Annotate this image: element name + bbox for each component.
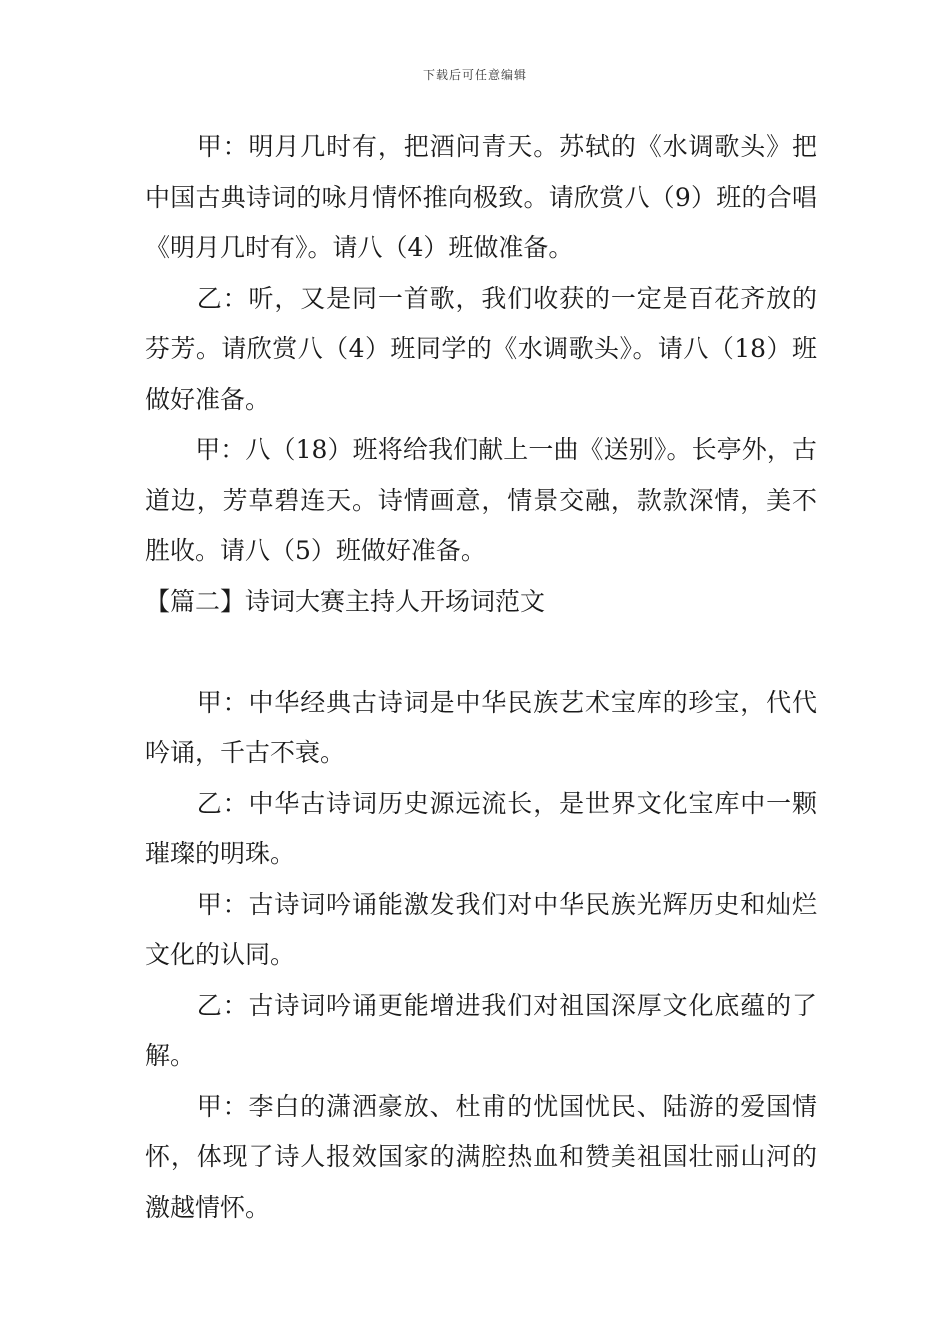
- paragraph: 甲：古诗词吟诵能激发我们对中华民族光辉历史和灿烂文化的认同。: [145, 889, 817, 969]
- paragraph: 甲：八（18）班将给我们献上一曲《送别》。长亭外，古道边，芳草碧连天。诗情画意，情景交融，款款深情，美不胜收。请八（5）班做好准备。: [145, 435, 817, 565]
- paragraph: 乙：中华古诗词历史源远流长，是世界文化宝库中一颗璀璨的明珠。: [145, 788, 817, 868]
- page-header: 下载后可任意编辑: [422, 68, 527, 82]
- paragraph: 甲：明月几时有，把酒问青天。苏轼的《水调歌头》把中国古典诗词的咏月情怀推向极致。请欣赏八（9）班的合唱《明月几时有》。请八（4）班做准备。: [145, 132, 817, 262]
- document-body: [145, 122, 817, 1233]
- paragraph: 乙：听，又是同一首歌，我们收获的一定是百花齐放的芬芳。请欣赏八（4）班同学的《水调歌头》。请八（18）班做好准备。: [145, 283, 817, 414]
- paragraph: 甲：中华经典古诗词是中华民族艺术宝库的珍宝，代代吟诵，千古不衰。: [145, 687, 817, 767]
- paragraph: 甲：李白的潇洒豪放、杜甫的忧国忧民、陆游的爱国情怀，体现了诗人报效国家的满腔热血和赞美祖国壮丽山河的激越情怀。: [145, 1091, 817, 1222]
- section-heading: 【篇二】诗词大赛主持人开场词范文: [145, 586, 546, 616]
- paragraph: 乙：古诗词吟诵更能增进我们对祖国深厚文化底蕴的了解。: [145, 990, 817, 1070]
- blank-line: [145, 627, 817, 678]
